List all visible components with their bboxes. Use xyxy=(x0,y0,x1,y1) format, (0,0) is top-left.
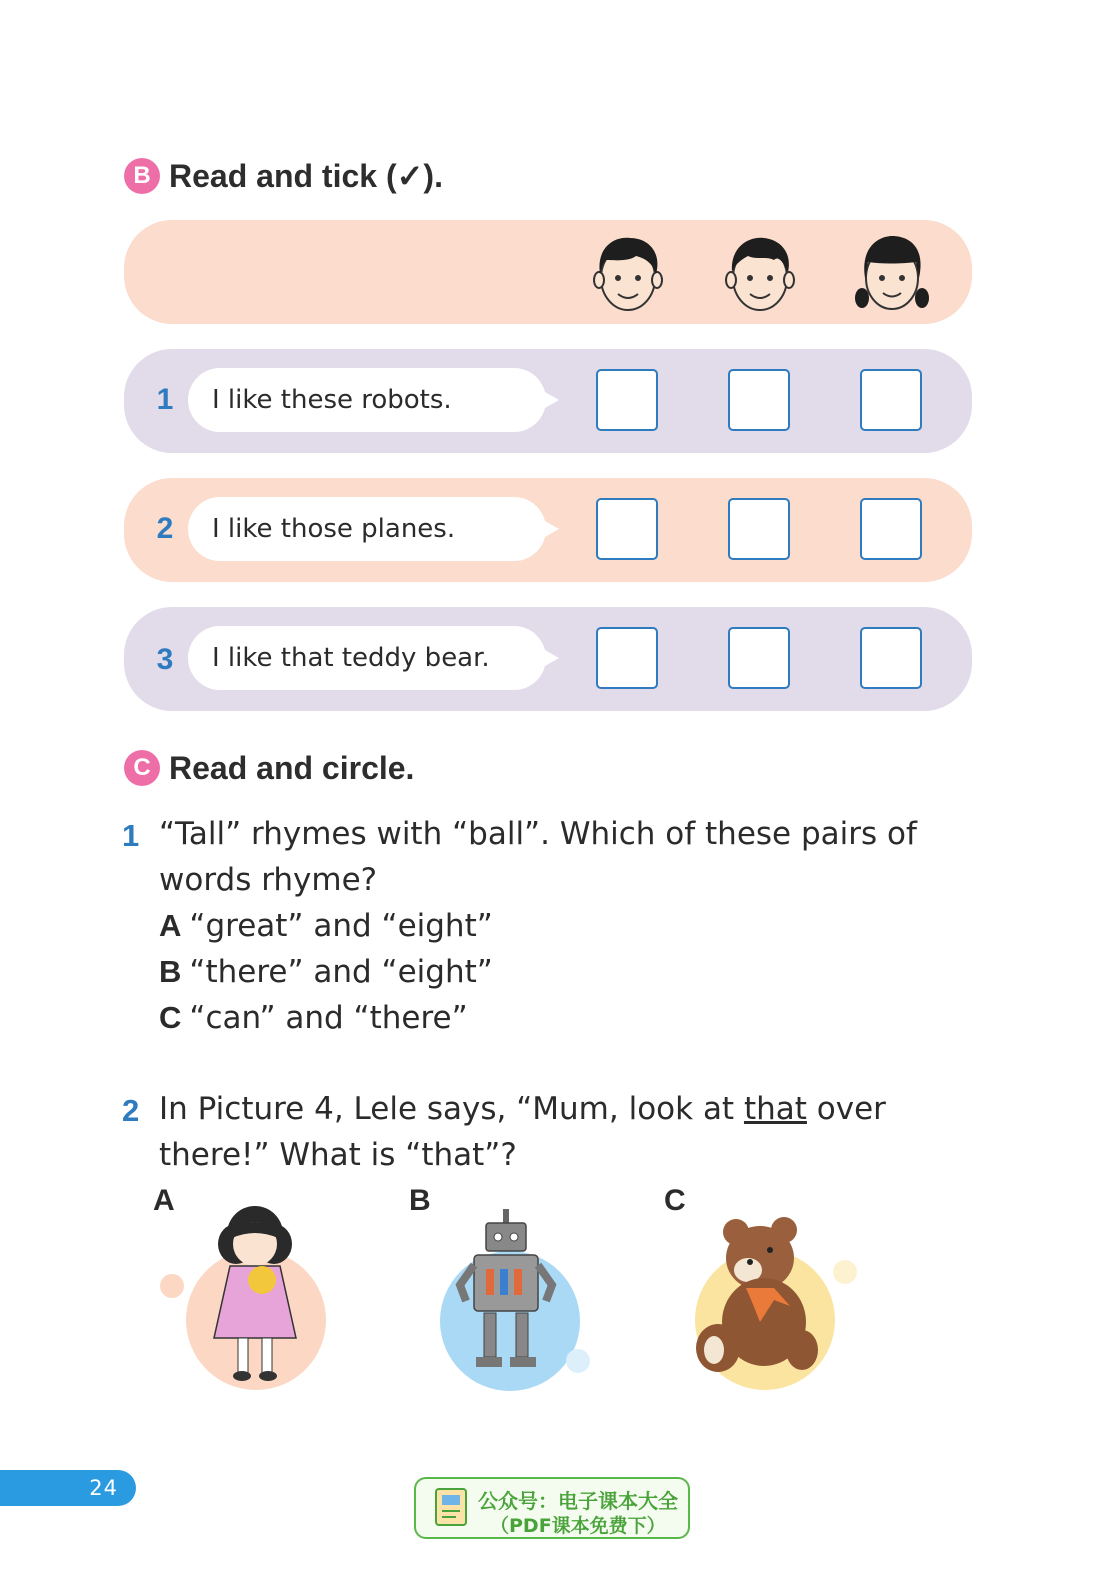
speech-bubble xyxy=(188,497,546,561)
section-c-title: Read and circle. xyxy=(169,749,415,786)
question-2-text: over xyxy=(806,1091,886,1127)
question-2-number: 2 xyxy=(122,1093,140,1128)
tick-box[interactable] xyxy=(728,498,790,560)
boy-face-icon xyxy=(588,230,668,316)
speech-bubble xyxy=(188,368,546,432)
girl-doll-icon[interactable] xyxy=(150,1200,340,1400)
tick-box[interactable] xyxy=(860,369,922,431)
question-2-line-1 xyxy=(159,1091,886,1127)
section-c-heading xyxy=(124,748,414,788)
option-letter: C xyxy=(159,1000,182,1035)
tick-box[interactable] xyxy=(596,498,658,560)
tick-box[interactable] xyxy=(596,627,658,689)
question-1-number: 1 xyxy=(122,818,140,853)
option-letter: B xyxy=(159,954,182,989)
section-b-title: Read and tick (✓). xyxy=(169,158,443,194)
row-sentence: I like these robots. xyxy=(212,385,452,415)
book-icon xyxy=(434,1487,470,1529)
option-text: “there” and “eight” xyxy=(189,954,493,990)
boy-face-icon xyxy=(720,230,800,316)
robot-icon[interactable] xyxy=(430,1205,600,1400)
tick-row xyxy=(124,349,972,453)
row-sentence: I like that teddy bear. xyxy=(212,643,490,673)
tick-box[interactable] xyxy=(860,498,922,560)
tick-row xyxy=(124,607,972,711)
option-c[interactable] xyxy=(159,1000,468,1036)
question-2-text: In Picture 4, Lele says, “Mum, look at xyxy=(159,1091,744,1127)
section-b-badge: B xyxy=(124,158,160,194)
watermark-line-2: （PDF课本免费下） xyxy=(490,1515,666,1537)
section-b-heading xyxy=(124,156,443,196)
underlined-word: that xyxy=(743,1091,807,1127)
question-2-line-2: there!” What is “that”? xyxy=(159,1137,517,1173)
option-letter: A xyxy=(159,908,182,943)
option-a[interactable] xyxy=(159,908,493,944)
faces-header-row xyxy=(124,220,972,324)
teddy-bear-icon[interactable] xyxy=(690,1210,865,1395)
tick-box[interactable] xyxy=(596,369,658,431)
girl-face-icon xyxy=(852,230,932,316)
page-number: 24 xyxy=(0,1470,136,1506)
speech-bubble xyxy=(188,626,546,690)
question-1-line-1: “Tall” rhymes with “ball”. Which of these pairs of xyxy=(159,816,917,852)
row-number: 3 xyxy=(156,643,174,676)
tick-box[interactable] xyxy=(860,627,922,689)
row-number: 2 xyxy=(156,512,174,545)
watermark-line-1: 公众号：电子课本大全 xyxy=(478,1489,678,1513)
question-1-line-2: words rhyme? xyxy=(159,862,378,898)
tick-box[interactable] xyxy=(728,369,790,431)
option-text: “can” and “there” xyxy=(189,1000,468,1036)
watermark-stamp xyxy=(414,1477,690,1539)
tick-box[interactable] xyxy=(728,627,790,689)
row-number: 1 xyxy=(156,383,174,416)
picture-label-c: C xyxy=(664,1184,686,1217)
option-text: “great” and “eight” xyxy=(189,908,493,944)
tick-row xyxy=(124,478,972,582)
picture-label-b: B xyxy=(409,1184,431,1217)
picture-label-a: A xyxy=(153,1184,175,1217)
option-b[interactable] xyxy=(159,954,493,990)
section-c-badge: C xyxy=(124,750,160,786)
row-sentence: I like those planes. xyxy=(212,514,456,544)
